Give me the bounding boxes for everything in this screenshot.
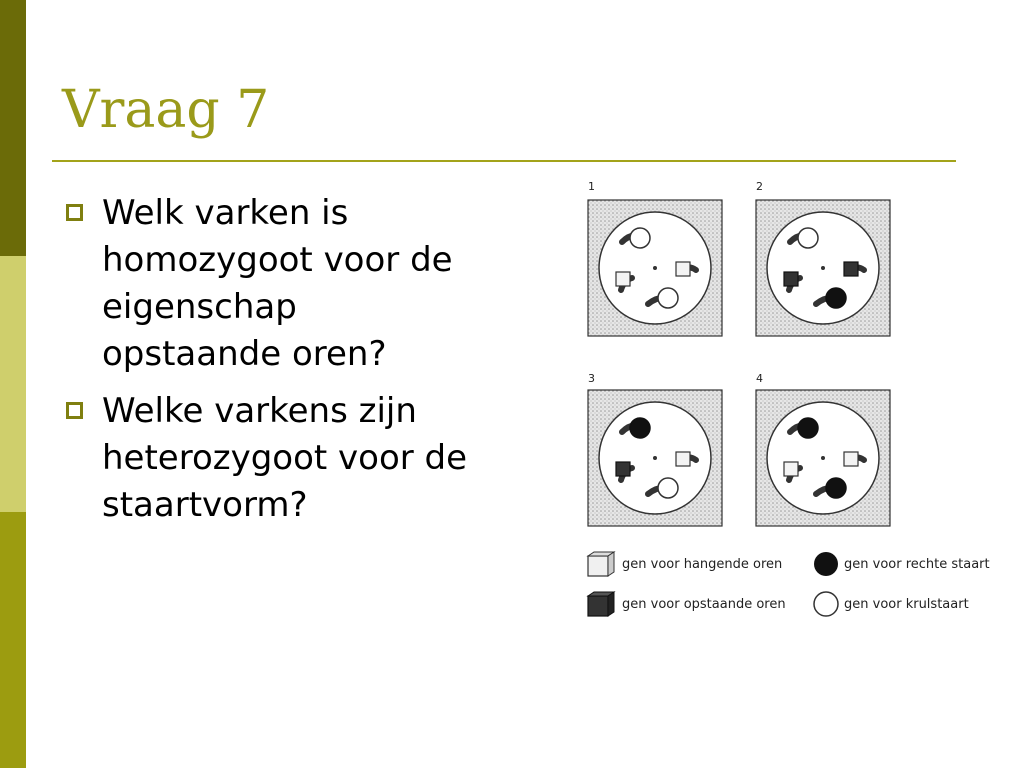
black-circle-icon xyxy=(814,552,838,576)
square-bullet-icon xyxy=(66,402,83,419)
panel-number: 4 xyxy=(756,372,763,385)
sidebar-middle-block xyxy=(0,256,26,512)
legend-label: gen voor krulstaart xyxy=(844,597,969,612)
light-cube-icon xyxy=(588,552,614,576)
legend-label: gen voor rechte staart xyxy=(844,557,990,572)
pig-genes-figure xyxy=(572,176,1002,626)
bullet-list xyxy=(64,190,544,539)
bullet-item xyxy=(64,190,544,378)
bullet-text: Welk varken is homozygoot voor de eigenschap opstaande oren? xyxy=(102,193,453,374)
legend-label: gen voor opstaande oren xyxy=(622,597,786,612)
sidebar-bottom-block xyxy=(0,512,26,768)
panel-number: 1 xyxy=(588,180,595,193)
square-bullet-icon xyxy=(66,204,83,221)
panel-number: 3 xyxy=(588,372,595,385)
panel-3 xyxy=(588,390,722,526)
title-underline xyxy=(52,160,956,162)
bullet-text: Welke varkens zijn heterozygoot voor de staartvorm? xyxy=(102,391,468,525)
sidebar-top-block xyxy=(0,0,26,256)
slide-title: Vraag 7 xyxy=(62,80,270,140)
figure-legend xyxy=(588,552,990,616)
panel-4 xyxy=(756,390,890,526)
panel-number: 2 xyxy=(756,180,763,193)
bullet-item xyxy=(64,388,544,529)
dark-cube-icon xyxy=(588,592,614,616)
panel-1 xyxy=(588,200,722,336)
panel-2 xyxy=(756,200,890,336)
legend-label: gen voor hangende oren xyxy=(622,557,783,572)
white-circle-icon xyxy=(814,592,838,616)
